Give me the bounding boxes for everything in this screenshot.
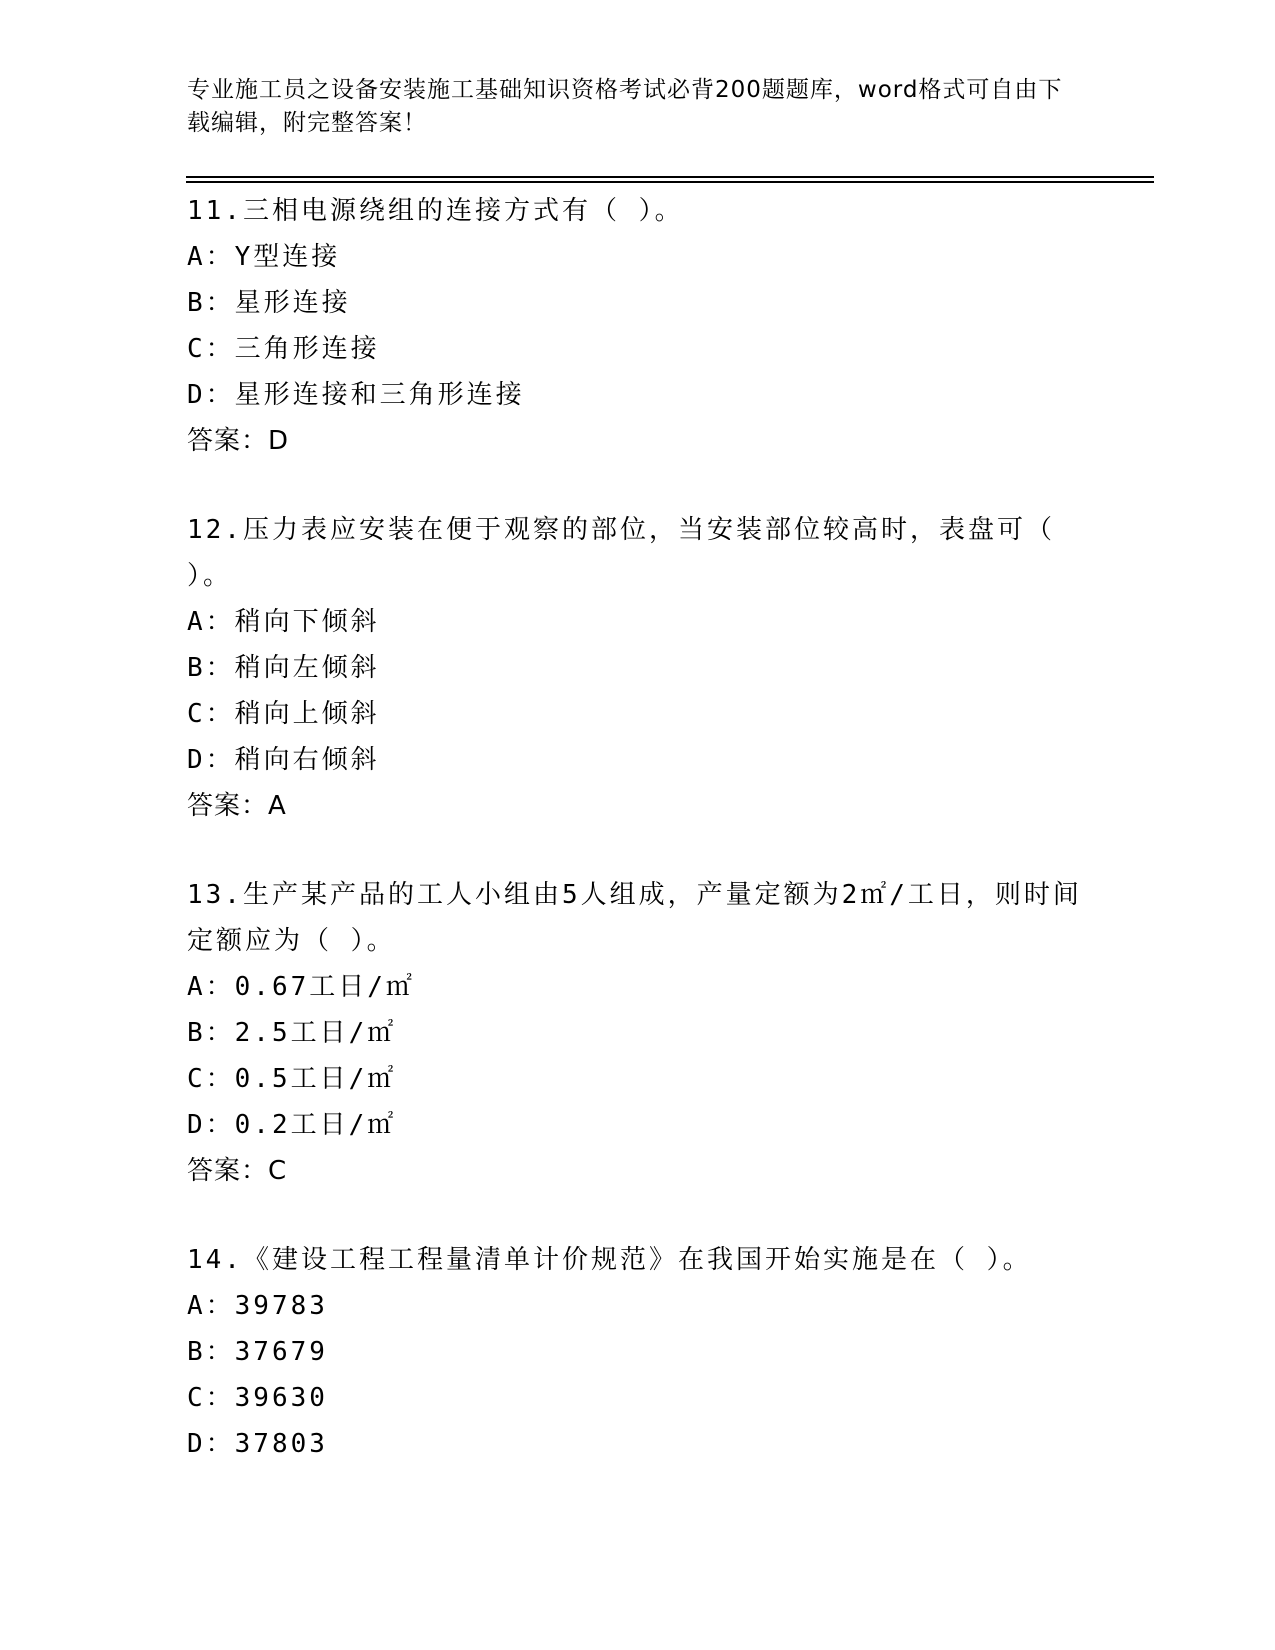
option-c: C：稍向上倾斜	[187, 699, 380, 729]
option-c: C：0.5工日/㎡	[187, 1064, 397, 1094]
option-b: B：2.5工日/㎡	[187, 1018, 397, 1048]
document-header: 专业施工员之设备安装施工基础知识资格考试必背200题题库，word格式可自由下载编辑，附完整答案！	[187, 77, 1063, 136]
option-d: D：稍向右倾斜	[187, 745, 380, 775]
question-stem: 11.三相电源绕组的连接方式有（ ）。	[187, 196, 684, 226]
option-c: C：三角形连接	[187, 334, 380, 364]
header-divider-top	[186, 176, 1154, 178]
option-d: D：星形连接和三角形连接	[187, 380, 525, 410]
option-a: A：39783	[187, 1291, 328, 1321]
question-list	[187, 188, 1087, 1510]
option-b: B：稍向左倾斜	[187, 653, 380, 683]
header-divider-bottom	[186, 181, 1154, 183]
question-stem: 12.压力表应安装在便于观察的部位，当安装部位较高时，表盘可（ ）。	[187, 515, 1074, 591]
option-a: A：Y型连接	[187, 242, 341, 272]
option-d: D：37803	[187, 1429, 328, 1459]
option-d: D：0.2工日/㎡	[187, 1110, 397, 1140]
question-stem: 14.《建设工程工程量清单计价规范》在我国开始实施是在（ ）。	[187, 1245, 1032, 1275]
answer: 答案：C	[187, 1156, 288, 1186]
option-c: C：39630	[187, 1383, 328, 1413]
answer: 答案：D	[187, 426, 290, 456]
answer: 答案：A	[187, 791, 287, 821]
question-11	[187, 188, 1087, 464]
question-14	[187, 1237, 1087, 1467]
option-b: B：37679	[187, 1337, 328, 1367]
option-a: A：0.67工日/㎡	[187, 972, 415, 1002]
option-b: B：星形连接	[187, 288, 351, 318]
question-stem: 13.生产某产品的工人小组由5人组成，产量定额为2㎡/工日，则时间定额应为（ ）。	[187, 880, 1082, 956]
question-13	[187, 872, 1087, 1194]
question-12	[187, 507, 1087, 829]
option-a: A：稍向下倾斜	[187, 607, 380, 637]
